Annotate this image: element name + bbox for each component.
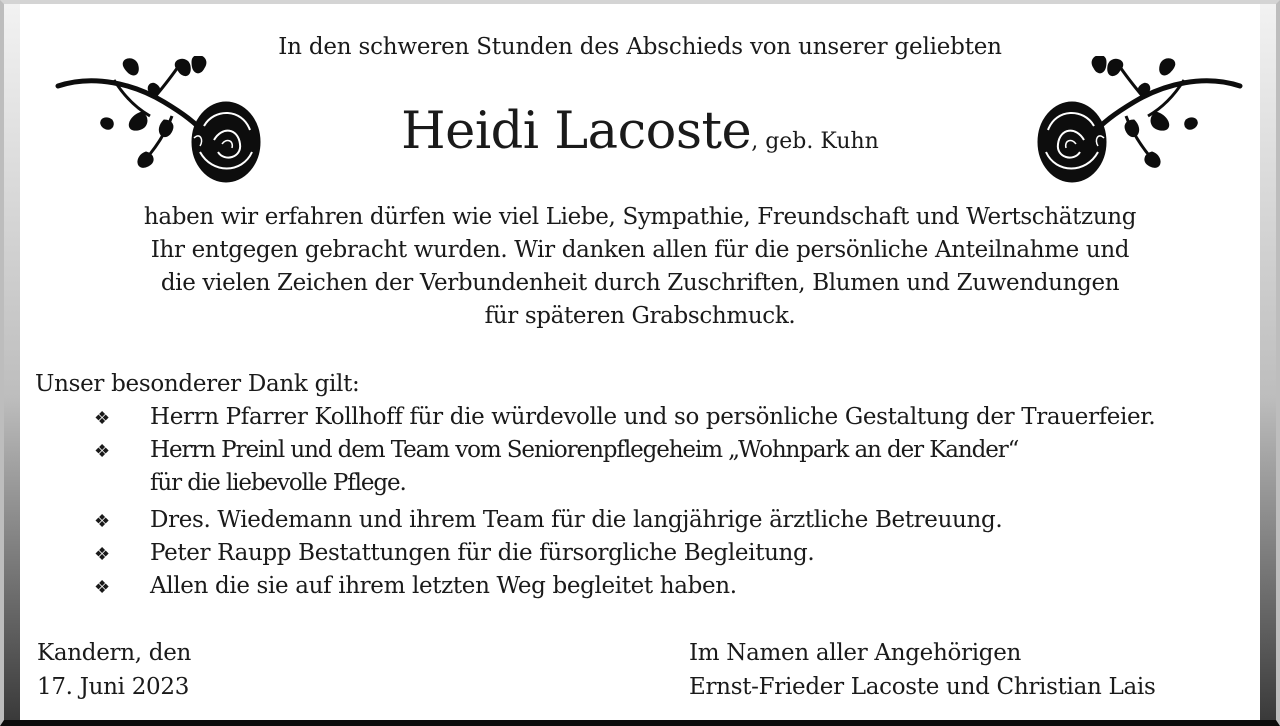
bullet-icon: ❖ [94, 441, 111, 462]
list-item: Herrn Pfarrer Kollhoff für die würdevolle und so persönliche Gestaltung der Trauerfeier. [150, 404, 1156, 430]
signature-intro: Im Namen aller Angehörigen [689, 640, 1022, 666]
body-line: für späteren Grabschmuck. [484, 303, 796, 329]
deceased-name-line [4, 102, 1276, 161]
bullet-icon: ❖ [94, 577, 111, 598]
bullet-icon: ❖ [94, 511, 111, 532]
list-item: Herrn Preinl und dem Team vom Seniorenpflegeheim „Wohnpark an der Kander“ [150, 437, 1019, 463]
signature-names: Ernst-Frieder Lacoste und Christian Lais [689, 674, 1156, 700]
list-item: Peter Raupp Bestattungen für die fürsorgliche Begleitung. [150, 540, 815, 566]
body-line: haben wir erfahren dürfen wie viel Liebe, Sympathie, Freundschaft und Wertschätzung [143, 204, 1137, 230]
thanks-heading: Unser besonderer Dank gilt: [35, 371, 360, 397]
intro-text: In den schweren Stunden des Abschieds von unserer geliebten [278, 34, 1002, 60]
deceased-name: Heidi Lacoste [401, 102, 752, 161]
body-line: die vielen Zeichen der Verbundenheit durch Zuschriften, Blumen und Zuwendungen [160, 270, 1120, 296]
list-item: Allen die sie auf ihrem letzten Weg begleitet haben. [150, 573, 737, 599]
maiden-name: , geb. Kuhn [751, 129, 879, 154]
place-text: Kandern, den [37, 640, 192, 666]
list-item: Dres. Wiedemann und ihrem Team für die langjährige ärztliche Betreuung. [150, 507, 1003, 533]
date-text: 17. Juni 2023 [37, 674, 190, 700]
list-item-continuation: für die liebevolle Pflege. [150, 470, 406, 496]
body-line: Ihr entgegen gebracht wurden. Wir danken allen für die persönliche Anteilnahme und [150, 237, 1130, 263]
bullet-icon: ❖ [94, 544, 111, 565]
bullet-icon: ❖ [94, 408, 111, 429]
